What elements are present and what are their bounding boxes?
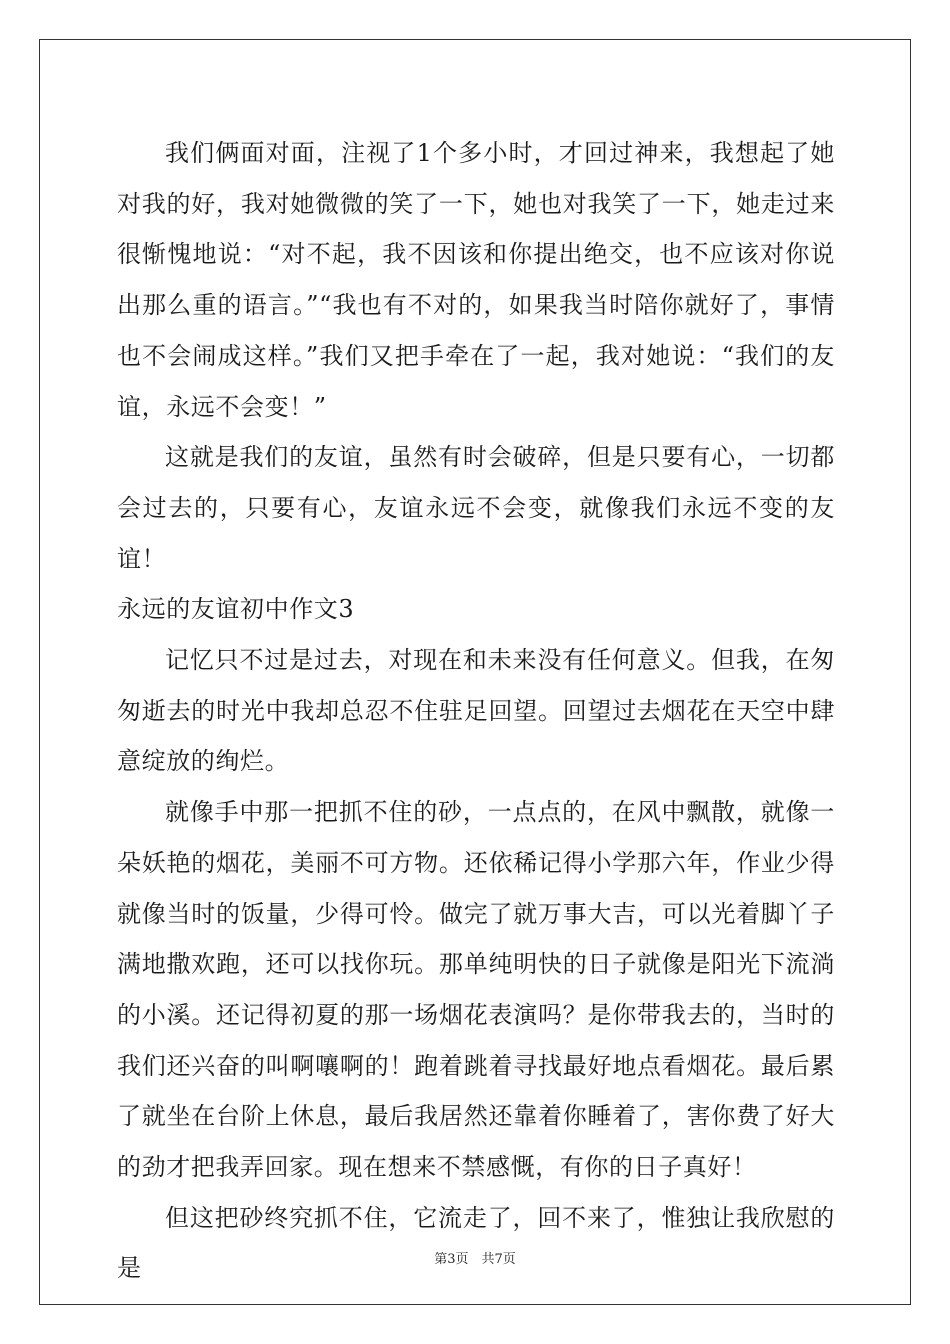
paragraph: 这就是我们的友谊，虽然有时会破碎，但是只要有心，一切都会过去的，只要有心，友谊永远不会变，就像我们永远不变的友谊！ (117, 443, 835, 573)
paragraph: 我们俩面对面，注视了1个多小时，才回过神来，我想起了她对我的好，我对她微微的笑了一下，她也对我笑了一下，她走过来很惭愧地说：“对不起，我不因该和你提出绝交，也不应该对你说出那么重的语言。”“我也有不对的，如果我当时陪你就好了，事情也不会闹成这样。”我们又把手牵在了一起，我对她说：“我们的友谊，永远不会变！” (117, 139, 835, 421)
paragraph: 就像手中那一把抓不住的砂，一点点的，在风中飘散，就像一朵妖艳的烟花，美丽不可方物。还依稀记得小学那六年，作业少得就像当时的饭量，少得可怜。做完了就万事大吉，可以光着脚丫子满地撒欢跑，还可以找你玩。那单纯明快的日子就像是阳光下流淌的小溪。还记得初夏的那一场烟花表演吗？是你带我去的，当时的我们还兴奋的叫啊嚷啊的！跑着跳着寻找最好地点看烟花。最后累了就坐在台阶上休息，最后我居然还靠着你睡着了，害你费了好大的劲才把我弄回家。现在想来不禁感慨，有你的日子真好！ (117, 798, 835, 1182)
page-number-footer: 第3页 共7页 (434, 1252, 516, 1267)
document-body (117, 128, 835, 1294)
paragraph: 记忆只不过是过去，对现在和未来没有任何意义。但我，在匆匆逝去的时光中我却总忍不住驻足回望。回望过去烟花在天空中肆意绽放的绚烂。 (117, 646, 835, 776)
section-heading: 永远的友谊初中作文3 (117, 595, 355, 624)
paragraph: 但这把砂终究抓不住，它流走了，回不来了，惟独让我欣慰的是 (117, 1203, 835, 1283)
